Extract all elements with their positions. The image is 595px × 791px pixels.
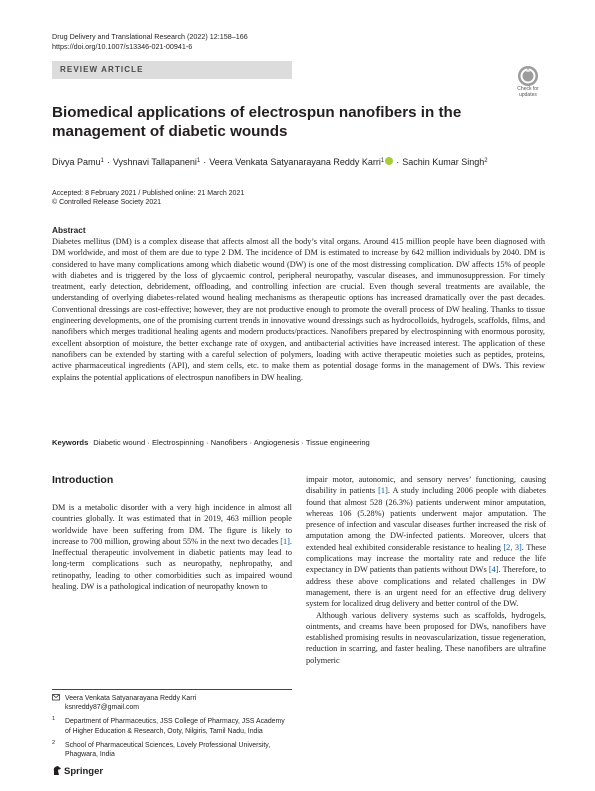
author-separator: ·: [203, 157, 207, 167]
springer-horse-icon: [52, 765, 62, 776]
orcid-icon[interactable]: [385, 157, 393, 165]
doi-link[interactable]: https://doi.org/10.1007/s13346-021-00941-6: [52, 42, 193, 51]
corresponding-author-name: Veera Venkata Satyanarayana Reddy Karri: [65, 695, 197, 702]
publication-dates: [52, 189, 244, 208]
left-column: [52, 502, 292, 592]
journal-header: [52, 32, 248, 52]
keywords-label: Keywords: [52, 438, 89, 447]
article-type-banner: [52, 61, 292, 79]
check-updates-line1: Check for: [517, 86, 539, 92]
affiliation-marker: 2: [484, 158, 488, 164]
keywords-line: [52, 438, 370, 447]
affiliation-number: 2: [52, 739, 56, 746]
keywords-list: Diabetic wound · Electrospinning · Nanofibers · Angiogenesis · Tissue engineering: [93, 438, 370, 447]
envelope-icon: [52, 694, 60, 704]
body-paragraph: Although various delivery systems such as scaffolds, hydrogels, ointments, and creams have been proposed for DWs, nanofibers have established promising results in neovascularization, tissue regeneration, reduction in scarring, and faster healing. These nanofibers are ultrafine polymeric: [306, 610, 546, 665]
footnote-divider: [52, 689, 292, 690]
affiliation-marker: 1: [380, 158, 385, 164]
abstract-heading: Abstract: [52, 225, 86, 235]
author-name[interactable]: Divya Pamu: [52, 157, 101, 167]
publisher-logo: [52, 765, 103, 777]
affiliation-number: 1: [52, 716, 56, 723]
citation-link[interactable]: [1]: [280, 536, 290, 546]
copyright-notice: © Controlled Release Society 2021: [52, 199, 162, 207]
citation-link[interactable]: [2, 3]: [503, 542, 522, 552]
article-type-label: REVIEW ARTICLE: [60, 65, 144, 74]
introduction-heading: Introduction: [52, 474, 114, 486]
check-updates-line2: updates: [519, 91, 537, 98]
body-paragraph: impair motor, autonomic, and sensory nerves’ functioning, causing disability in patients [1]. A study including 2006 people with diabetes found that almost 528 (26.3%) patients underwent minor amputation, whereas 106 (5.28%) patients underwent major amputation. The presence of infection and vascular diseases further increased the risk of amputation among the DW-infected patients. Moreover, ulcers that extended heal exhibited considerable resistance to healing [2, 3]. These complications may increase the mortality rate and reduce the life expectancy in DW patients than patients without DWs [4]. Therefore, to address these above complications and related challenges in DW management, there is an urgent need for an effective drug delivery system for localized drug delivery and better control of the DW.: [306, 475, 546, 609]
author-name[interactable]: Veera Venkata Satyanarayana Reddy Karri: [209, 157, 381, 167]
check-updates-icon: [518, 66, 538, 86]
body-paragraph: DM is a metabolic disorder with a very high incidence in almost all countries globally. It was estimated that in 2019, 463 million people worldwide have been suffering from DM. The figure is likely to increase to 700 million, growing about 55% in the next two decades [1]. Ineffectual therapeutic involvement in diabetic patients may lead to long-term complications such as neuropathy, nephropathy, and retinopathy, leading to other comorbidities such as impaired wound healing. DW is a pathological indication of neuropathy known to: [52, 503, 292, 592]
author-list: [52, 155, 552, 168]
abstract-text: Diabetes mellitus (DM) is a complex disease that affects almost all the body’s vital organs. Around 415 million people have been diagnosed with DM worldwide, and most of them are due to type 2 DM. The incidence of DM is estimated to increase by 642 million individuals by 2040. DM is considered to have many complications among which diabetic wound (DW) is one of the most distressing complication. DW affects 15% of people with diabetes and is triggered by the loss of glycaemic control, peripheral neuropathy, vascular diseases, and immunosuppression. For timely treatment, early detection, debridement, offloading, and controlling infection are crucial. Even though several treatments are available, the understanding of overlying diabetes-related wound healing mechanisms as therapeutic options has increased dramatically over the past decades. Conventional dressings are cost-effective; however, they are not productive enough to promote the overall process of DW healing. Thanks to tissue engineering developments, one of the promising current trends in innovative wound dressings such as hydrocolloids, hydrogels, scaffolds, films, and nanofibers which merges traditional healing agents and modern products/practices. Nanofibers prepared by electrospinning with enormous porosity, excellent absorption of moisture, the better exchange rate of oxygen, and antibacterial activities have increased interest. The application of these nanofibers can be extended by starting with a careful selection of polymers, loading with active therapeutic moieties such as peptides, proteins, active pharmaceutical ingredients (API), and stem cells, etc. to make them as potential dosage forms in the management of DWs. This review explains the potential applications of electrospun nanofibers in DW healing.: [52, 237, 545, 382]
affiliation-note: [52, 741, 292, 759]
publisher-name: Springer: [64, 766, 104, 777]
journal-citation: Drug Delivery and Translational Research (2022) 12:158–166: [52, 32, 248, 41]
author-separator: ·: [396, 157, 400, 167]
corresponding-author-note: [52, 694, 292, 712]
affiliation-text: Department of Pharmaceutics, JSS College of Pharmacy, JSS Academy of Higher Education & Research, Ooty, Nilgiris, Tamil Nadu, India: [65, 718, 285, 735]
affiliation-text: School of Pharmaceutical Sciences, Lovely Professional University, Phagwara, India: [65, 741, 271, 759]
citation-link[interactable]: [1]: [378, 486, 388, 496]
article-title: Biomedical applications of electrospun nanofibers in the management of diabetic wounds: [52, 104, 462, 140]
affiliation-note: [52, 717, 292, 735]
check-for-updates-badge[interactable]: [512, 66, 544, 98]
author-separator: ·: [106, 157, 110, 167]
author-name[interactable]: Vyshnavi Tallapaneni: [112, 157, 197, 167]
citation-link[interactable]: [4]: [488, 565, 499, 575]
corresponding-author-email[interactable]: ksnreddy87@gmail.com: [65, 704, 140, 712]
right-column: [306, 474, 546, 666]
accepted-published-dates: Accepted: 8 February 2021 / Published online: 21 March 2021: [52, 190, 245, 197]
author-name[interactable]: Sachin Kumar Singh: [402, 157, 485, 167]
affiliation-marker: 1: [100, 158, 104, 164]
affiliation-marker: 1: [196, 158, 201, 164]
footnotes: [52, 694, 292, 764]
